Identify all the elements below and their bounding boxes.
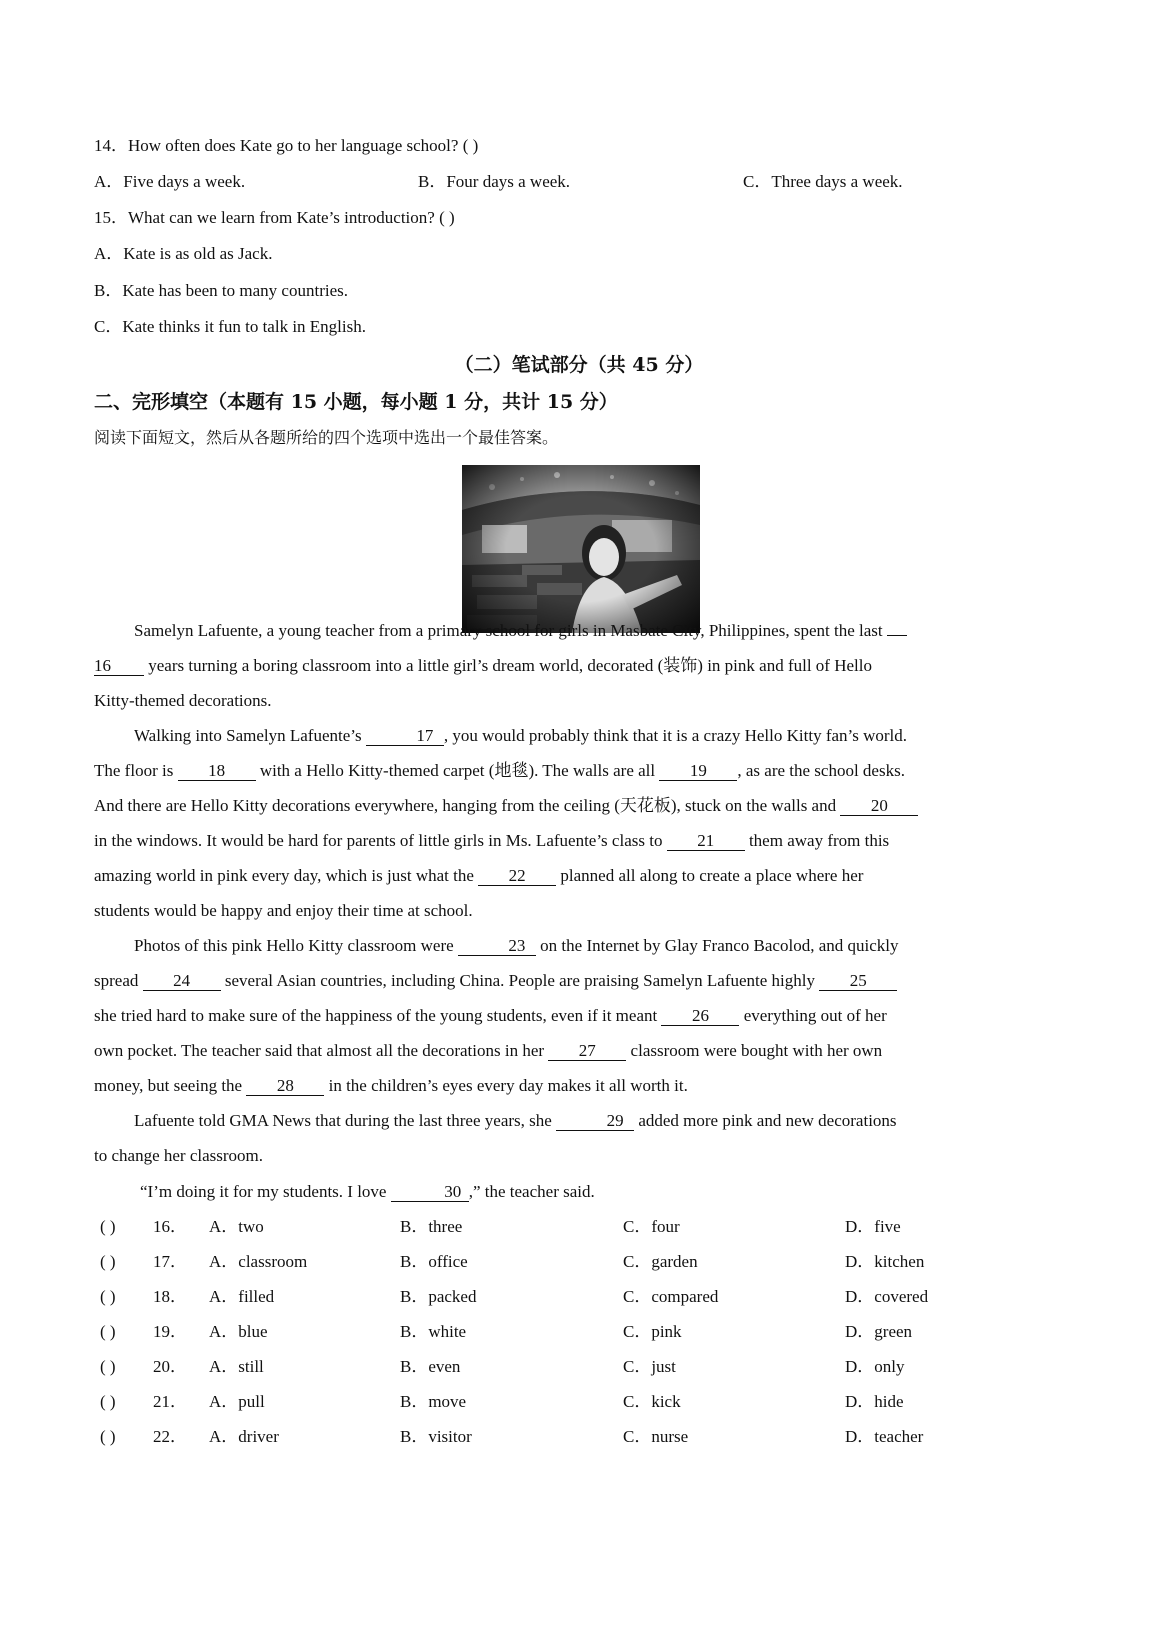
- blank-17: 17: [366, 727, 444, 746]
- blank-20: 20: [840, 797, 918, 816]
- blank-16-lead: [887, 635, 907, 636]
- option-d[interactable]: D．five: [845, 1217, 901, 1236]
- blank-28: 28: [246, 1077, 324, 1096]
- passage-line: [94, 865, 1064, 887]
- passage-line: [94, 1005, 1064, 1027]
- blank-25: 25: [819, 972, 897, 991]
- passage-line: [94, 655, 1064, 677]
- option-a[interactable]: A．two: [209, 1217, 264, 1236]
- cloze-heading: 二、完形填空（本题有 15 小题，每小题 1 分，共计 15 分）: [94, 391, 618, 413]
- option-b[interactable]: B．white: [400, 1322, 467, 1341]
- passage-line: [94, 620, 1064, 642]
- passage-text: Lafuente told GMA News that during the last three years, she: [134, 1111, 557, 1130]
- answer-paren[interactable]: ( ): [100, 1357, 116, 1376]
- option-d[interactable]: D．only: [845, 1357, 905, 1376]
- passage-line: [94, 1075, 1064, 1097]
- blank-23: 23: [458, 937, 536, 956]
- classroom-photo-illustration: [462, 465, 700, 633]
- passage-text: with a Hello Kitty-themed carpet (地毯). The walls are all: [255, 761, 660, 780]
- passage-text: Walking into Samelyn Lafuente’s: [134, 726, 366, 745]
- passage-text: on the Internet by Glay Franco Bacolod, and quickly: [535, 936, 899, 955]
- answer-paren[interactable]: ( ): [100, 1322, 116, 1341]
- option-a[interactable]: A．still: [209, 1357, 264, 1376]
- blank-26: 26: [661, 1007, 739, 1026]
- passage-line: [94, 1040, 1064, 1062]
- passage-text: amazing world in pink every day, which is just what the: [94, 866, 479, 885]
- cloze-instruction: 阅读下面短文，然后从各题所给的四个选项中选出一个最佳答案。: [94, 428, 559, 447]
- question-number: 19．: [153, 1322, 187, 1341]
- option-b[interactable]: B．visitor: [400, 1427, 472, 1446]
- passage-text: classroom were bought with her own: [626, 1041, 883, 1060]
- blank-19: 19: [659, 762, 737, 781]
- passage-text: Photos of this pink Hello Kitty classroom were: [134, 936, 458, 955]
- option-a[interactable]: A．blue: [209, 1322, 268, 1341]
- option-c[interactable]: C．nurse: [623, 1427, 689, 1446]
- passage-line: [94, 1181, 1064, 1203]
- passage-text: money, but seeing the: [94, 1076, 247, 1095]
- passage-text: in the windows. It would be hard for parents of little girls in Ms. Lafuente’s class to: [94, 831, 667, 850]
- blank-22: 22: [478, 867, 556, 886]
- passage-text: And there are Hello Kitty decorations everywhere, hanging from the ceiling (天花板), stuck on the walls and: [94, 796, 841, 815]
- question-number: 18．: [153, 1287, 187, 1306]
- passage-line: [94, 830, 1064, 852]
- passage-text: spread: [94, 971, 143, 990]
- blank-21: 21: [667, 832, 745, 851]
- question-number: 20．: [153, 1357, 187, 1376]
- question-number: 21．: [153, 1392, 187, 1411]
- option-a[interactable]: A．pull: [209, 1392, 265, 1411]
- passage-line: Kitty-themed decorations.: [94, 691, 272, 710]
- passage-text: own pocket. The teacher said that almost all the decorations in her: [94, 1041, 549, 1060]
- blank-16: 16: [94, 657, 144, 676]
- option-d[interactable]: D．teacher: [845, 1427, 924, 1446]
- classroom-photo: [462, 465, 700, 633]
- passage-text: planned all along to create a place where her: [556, 866, 864, 885]
- passage-text: Samelyn Lafuente, a young teacher from a primary school for girls in Masbate City, Philippines, spent the last: [134, 621, 883, 640]
- answer-paren[interactable]: ( ): [100, 1392, 116, 1411]
- answer-paren[interactable]: ( ): [100, 1427, 116, 1446]
- question-15-option-c: C．Kate thinks it fun to talk in English.: [94, 317, 366, 336]
- passage-text: in the children’s eyes every day makes it all worth it.: [324, 1076, 688, 1095]
- answer-paren[interactable]: ( ): [100, 1252, 116, 1271]
- answer-paren[interactable]: ( ): [100, 1217, 116, 1236]
- passage-text: several Asian countries, including China. People are praising Samelyn Lafuente highly: [220, 971, 820, 990]
- option-b[interactable]: B．move: [400, 1392, 467, 1411]
- option-d[interactable]: D．hide: [845, 1392, 904, 1411]
- blank-30: 30: [391, 1183, 469, 1202]
- passage-text: she tried hard to make sure of the happiness of the young students, even if it meant: [94, 1006, 662, 1025]
- option-c[interactable]: C．compared: [623, 1287, 719, 1306]
- passage-line: to change her classroom.: [94, 1146, 263, 1165]
- question-14-stem: 14．How often does Kate go to her language school? ( ): [94, 136, 479, 155]
- passage-text: “I’m doing it for my students. I love: [140, 1182, 391, 1201]
- option-d[interactable]: D．green: [845, 1322, 913, 1341]
- option-a[interactable]: A．filled: [209, 1287, 275, 1306]
- blank-29: 29: [556, 1112, 634, 1131]
- option-c[interactable]: C．garden: [623, 1252, 698, 1271]
- option-c[interactable]: C．just: [623, 1357, 676, 1376]
- passage-text: years turning a boring classroom into a little girl’s dream world, decorated (装饰) in pink and full of Hello: [144, 656, 872, 675]
- passage-text: them away from this: [744, 831, 890, 850]
- passage-line: [94, 725, 1064, 747]
- option-b[interactable]: B．even: [400, 1357, 461, 1376]
- question-15-stem: 15．What can we learn from Kate’s introduction? ( ): [94, 208, 455, 227]
- option-c[interactable]: C．kick: [623, 1392, 681, 1411]
- option-d[interactable]: D．kitchen: [845, 1252, 925, 1271]
- question-14-option-b: B．Four days a week.: [418, 172, 571, 191]
- blank-24: 24: [143, 972, 221, 991]
- question-number: 16．: [153, 1217, 187, 1236]
- option-b[interactable]: B．three: [400, 1217, 463, 1236]
- option-a[interactable]: A．driver: [209, 1427, 279, 1446]
- option-b[interactable]: B．office: [400, 1252, 468, 1271]
- section-title: （二）笔试部分（共 45 分）: [454, 354, 704, 376]
- passage-text: everything out of her: [739, 1006, 887, 1025]
- option-a[interactable]: A．classroom: [209, 1252, 308, 1271]
- question-15-option-a: A．Kate is as old as Jack.: [94, 244, 273, 263]
- passage-text: The floor is: [94, 761, 178, 780]
- passage-line: [94, 935, 1064, 957]
- blank-18: 18: [178, 762, 256, 781]
- option-b[interactable]: B．packed: [400, 1287, 477, 1306]
- option-d[interactable]: D．covered: [845, 1287, 929, 1306]
- passage-line: [94, 1110, 1064, 1132]
- passage-line: [94, 795, 1064, 817]
- passage-line: [94, 970, 1064, 992]
- passage-line: students would be happy and enjoy their time at school.: [94, 901, 473, 920]
- question-15-option-b: B．Kate has been to many countries.: [94, 281, 348, 300]
- passage-text: added more pink and new decorations: [634, 1111, 897, 1130]
- question-14-option-a: A．Five days a week.: [94, 172, 246, 191]
- option-c[interactable]: C．four: [623, 1217, 680, 1236]
- passage-text: , you would probably think that it is a crazy Hello Kitty fan’s world.: [443, 726, 908, 745]
- question-number: 17．: [153, 1252, 187, 1271]
- question-14-option-c: C．Three days a week.: [743, 172, 903, 191]
- question-number: 22．: [153, 1427, 187, 1446]
- passage-text: , as are the school desks.: [737, 761, 905, 780]
- passage-text: ,” the teacher said.: [468, 1182, 595, 1201]
- blank-27: 27: [548, 1042, 626, 1061]
- option-c[interactable]: C．pink: [623, 1322, 682, 1341]
- answer-paren[interactable]: ( ): [100, 1287, 116, 1306]
- passage-line: [94, 760, 1064, 782]
